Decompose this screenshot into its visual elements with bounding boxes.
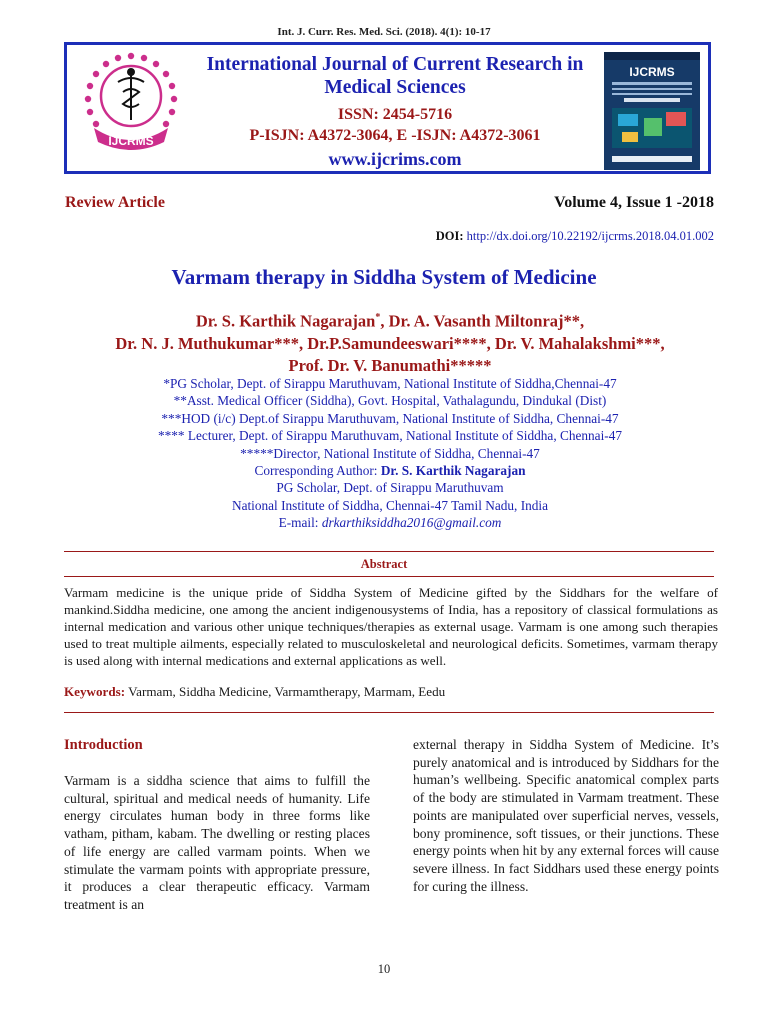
- page-number: 10: [377, 962, 391, 976]
- doi-label: DOI:: [435, 229, 464, 243]
- article-title: Varmam therapy in Siddha System of Medicine: [171, 265, 597, 289]
- affiliation-line: ***HOD (i/c) Dept.of Sirappu Maruthuvam, National Institute of Siddha, Chennai-47: [161, 410, 619, 426]
- journal-logo: [76, 48, 186, 160]
- volume-issue: Volume 4, Issue 1 -2018: [554, 194, 714, 211]
- introduction-left-column: Varmam is a siddha science that aims to fulfill the cultural, spiritual and medical needs of humanity. Life energy circulates human body in three forms like vatham, pitham, kabam. The dwelling or resting places of life energy are called varmam points. When we stimulate the varmam points with appropriate pressure, it produces a clear therapeutic efficacy. Varmam treatment is an: [64, 773, 370, 912]
- introduction-right-column: external therapy in Siddha System of Medicine. It’s purely anatomical and is introduced by Siddhars for the human’s wellbeing. Specific anatomical complex parts of the body are stimulated in Varmam treatment. These points are manipulated over superficial nerves, vessels, bony prominence, soft tissues, or their junctions. These energy points when hit by any external forces will cause severe illness. In fact Siddhars used these energy points for curing the illness.: [413, 737, 719, 894]
- email-link[interactable]: drkarthiksiddha2016@gmail.com: [321, 515, 502, 531]
- affiliation-line: *PG Scholar, Dept. of Sirappu Maruthuvam, National Institute of Siddha,Chennai-47: [163, 376, 617, 391]
- journal-cover-thumbnail: [604, 52, 700, 170]
- abstract-heading: Abstract: [360, 557, 408, 571]
- affiliation-line: *****Director, National Institute of Siddha, Chennai-47: [240, 445, 540, 461]
- affiliations: [40, 375, 740, 532]
- affiliation-line: **Asst. Medical Officer (Siddha), Govt. Hospital, Vathalagundu, Dindukal (Dist): [173, 393, 607, 409]
- email-line: E-mail: drkarthiksiddha2016@gmail.com: [278, 515, 502, 531]
- corresponding-affiliation: PG Scholar, Dept. of Sirappu Maruthuvam: [276, 480, 504, 496]
- issn-line: ISSN: 2454-5716: [337, 106, 453, 123]
- keywords-label: Keywords:: [64, 684, 126, 699]
- author-list: [40, 307, 740, 377]
- caduceus-icon: [118, 69, 144, 120]
- section-rule: [64, 712, 714, 713]
- citation-line: Int. J. Curr. Res. Med. Sci. (2018). 4(1): 10-17: [277, 26, 491, 38]
- author-line: Prof. Dr. V. Banumathi*****: [288, 355, 492, 375]
- doi-link[interactable]: http://dx.doi.org/10.22192/ijcrms.2018.04.01.002: [466, 229, 714, 243]
- introduction-heading: Introduction: [64, 737, 143, 753]
- journal-title: International Journal of Current Research in Medical Sciences: [206, 54, 584, 98]
- abstract-bottom-rule: [64, 576, 714, 577]
- isjn-line: P-ISJN: A4372-3064, E -ISJN: A4372-3061: [249, 127, 541, 144]
- logo-text: IJCRMS: [108, 134, 154, 148]
- keywords-line: [64, 684, 718, 700]
- corresponding-author: Corresponding Author: Dr. S. Karthik Nagarajan: [254, 463, 526, 479]
- author-line: Dr. S. Karthik Nagarajan*, Dr. A. Vasanth Miltonraj**,: [195, 311, 585, 331]
- abstract-text: Varmam medicine is the unique pride of Siddha System of Medicine gifted by the Siddhars for the welfare of mankind.Siddha medicine, one among the ancient indigenousystems of India, has a repository of classical formulations as internal medication and various other unique techniques/therapies as external usage. Varmam is one among such therapies used to treat multiple ailments, especially related to musculoskeletal and neurological deficits. Sometimes, varmam therapy is used along with internal medications and external applications as well.: [64, 585, 718, 668]
- corresponding-affiliation: National Institute of Siddha, Chennai-47 Tamil Nadu, India: [231, 497, 549, 513]
- article-type: Review Article: [65, 194, 165, 211]
- keywords-list: Varmam, Siddha Medicine, Varmamtherapy, Marmam, Eedu: [125, 684, 446, 699]
- affiliation-line: **** Lecturer, Dept. of Sirappu Maruthuvam, National Institute of Siddha, Chennai-47: [157, 428, 622, 444]
- journal-website-link[interactable]: www.ijcrims.com: [328, 149, 462, 169]
- doi-line: [436, 229, 714, 244]
- cover-title-text: IJCRMS: [629, 65, 675, 79]
- abstract-top-rule: [64, 551, 714, 552]
- author-line: Dr. N. J. Muthukumar***, Dr.P.Samundeeswari****, Dr. V. Mahalakshmi***,: [115, 333, 665, 353]
